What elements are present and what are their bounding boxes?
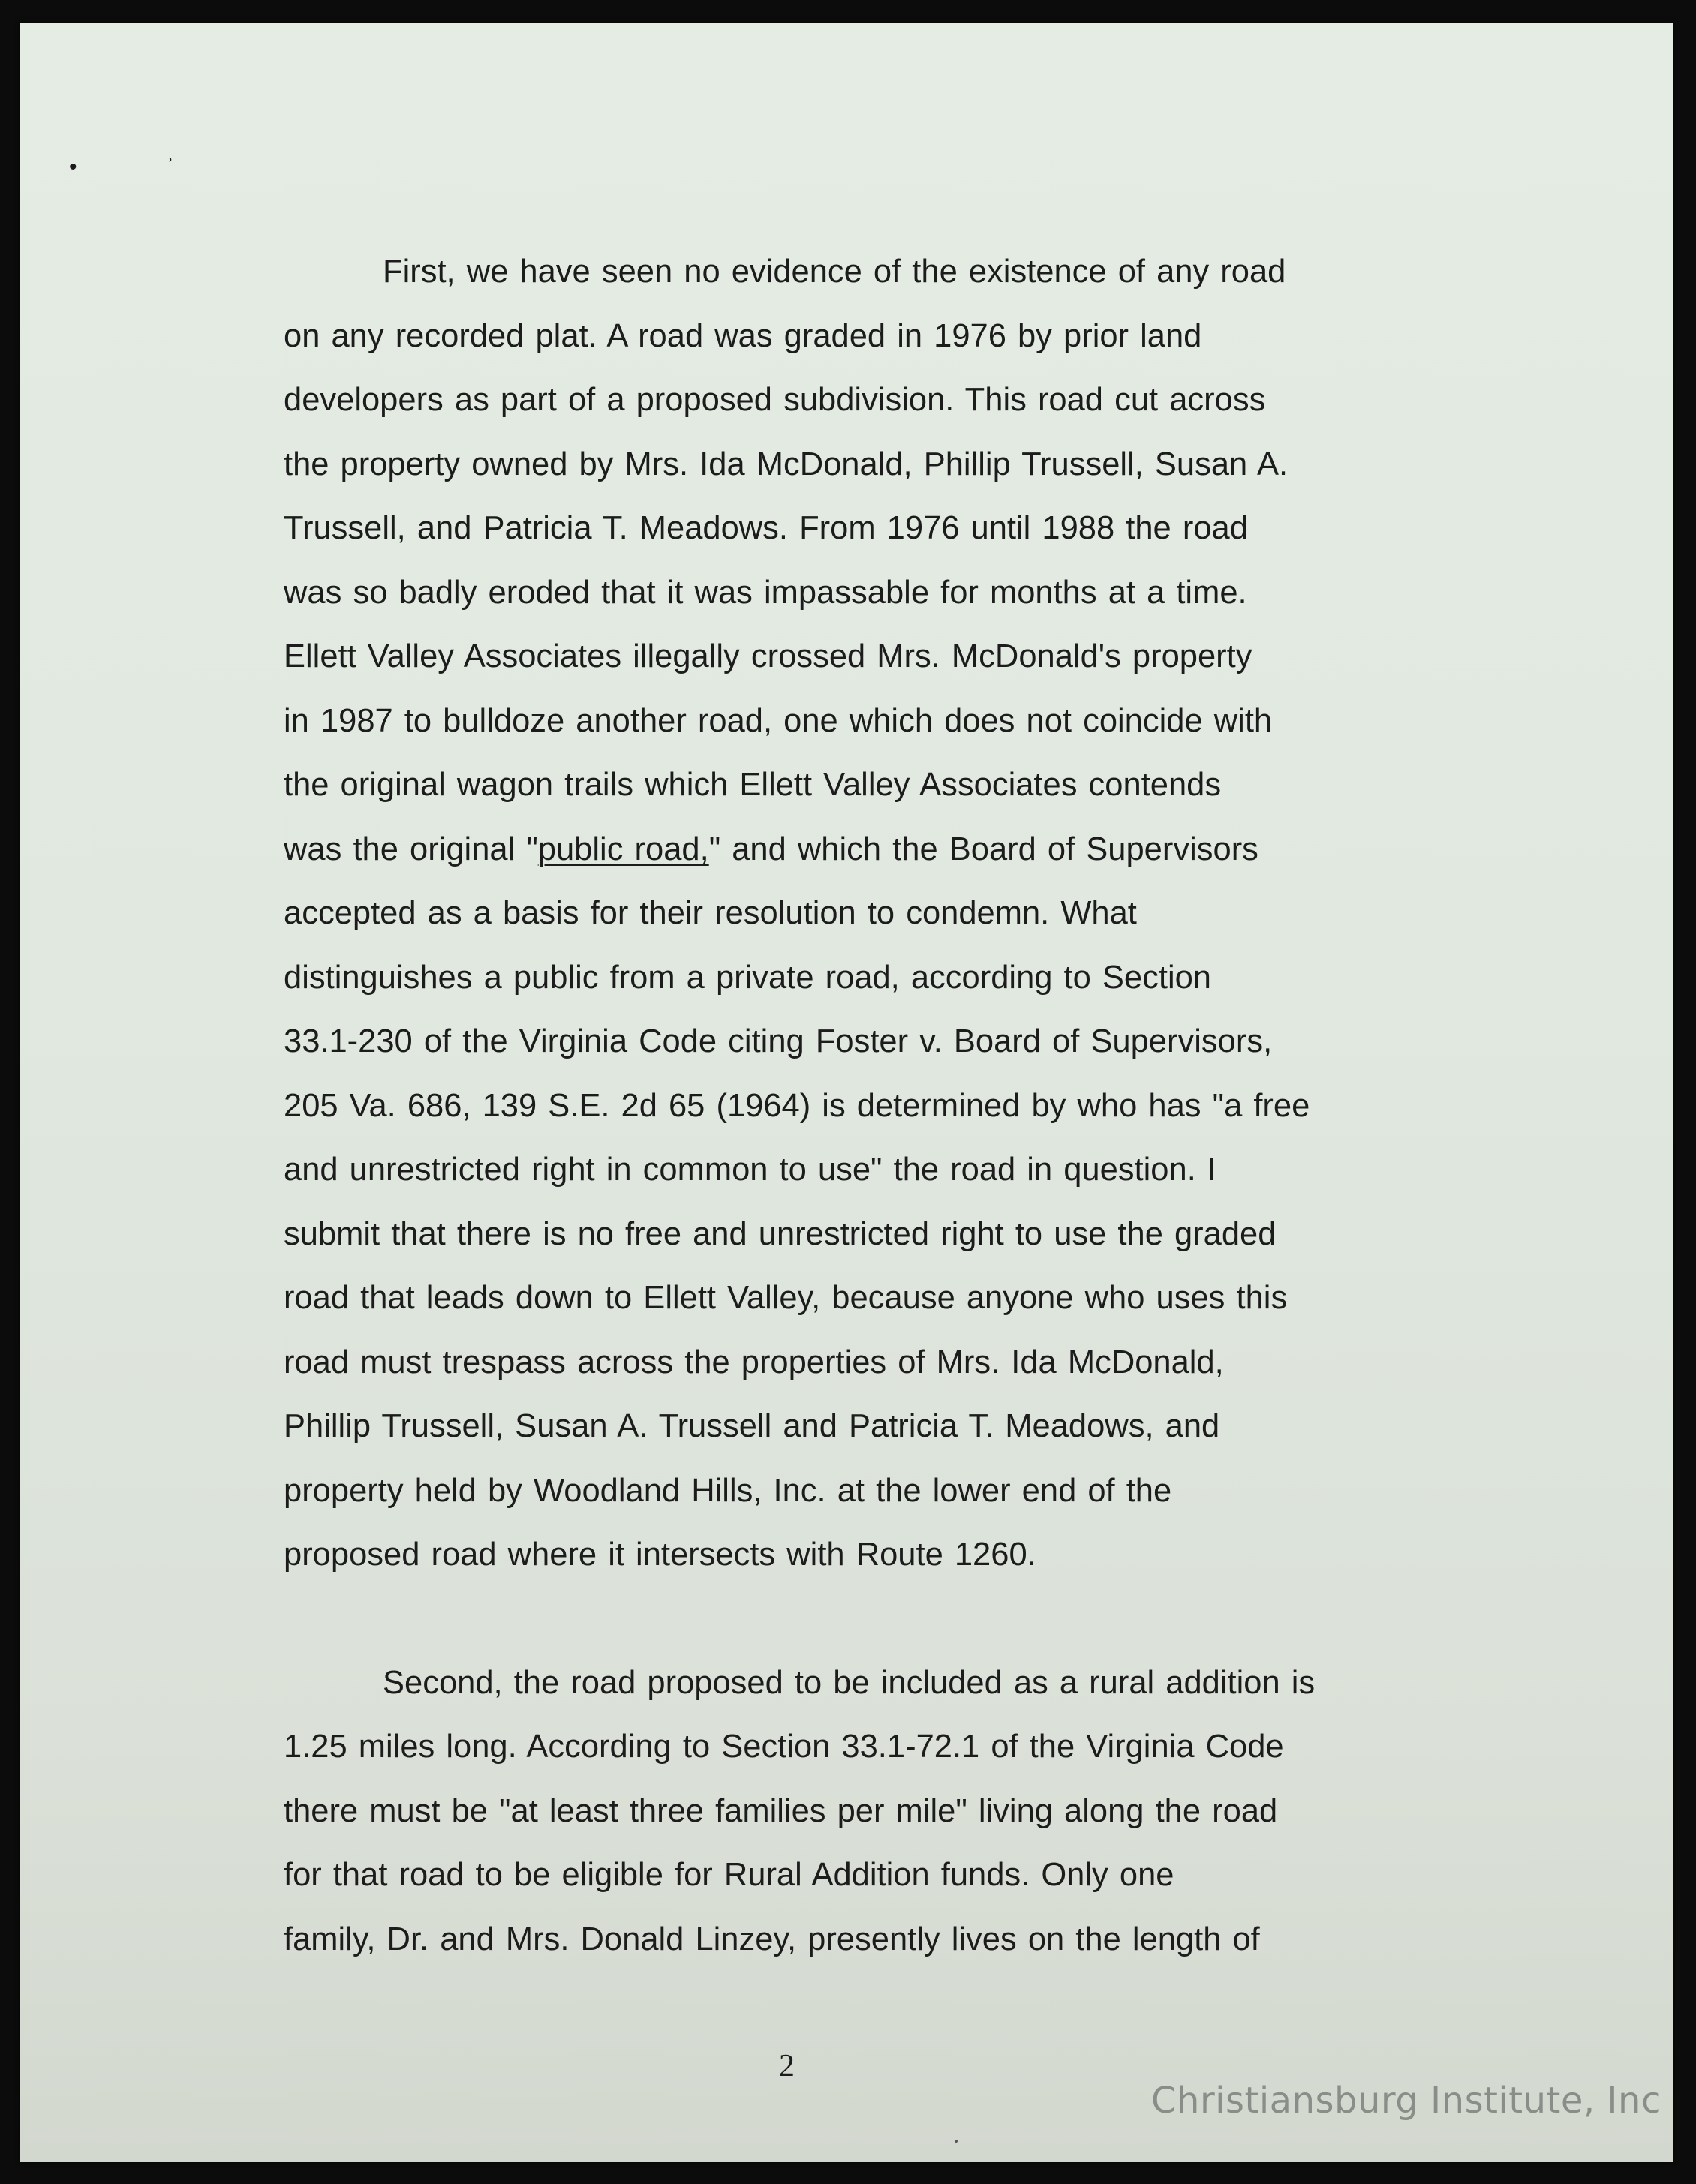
text-line: 1.25 miles long. According to Section 33.1-72.1 of the Virginia Code xyxy=(284,1729,1284,1765)
page-number: 2 xyxy=(779,2049,795,2083)
text-line: was so badly eroded that it was impassable for months at a time. xyxy=(284,574,1247,611)
text-line: developers as part of a proposed subdivision. This road cut across xyxy=(284,382,1266,418)
text-line: Phillip Trussell, Susan A. Trussell and Patricia T. Meadows, and xyxy=(284,1408,1220,1444)
text-line: family, Dr. and Mrs. Donald Linzey, presently lives on the length of xyxy=(284,1921,1260,1957)
text-line: accepted as a basis for their resolution to condemn. What xyxy=(284,895,1137,931)
text-line: on any recorded plat. A road was graded in 1976 by prior land xyxy=(284,317,1202,354)
text-line: submit that there is no free and unrestricted right to use the graded xyxy=(284,1215,1277,1252)
document-page xyxy=(20,23,1673,2162)
text-line: Second, the road proposed to be included as a rural addition is xyxy=(383,1664,1316,1701)
text-line: there must be "at least three families per mile" living along the road xyxy=(284,1792,1278,1829)
text-line: Trussell, and Patricia T. Meadows. From 1976 until 1988 the road xyxy=(284,510,1248,546)
margin-mark-left: • xyxy=(69,155,77,179)
text-line: in 1987 to bulldoze another road, one which does not coincide with xyxy=(284,702,1273,739)
text-line: and unrestricted right in common to use" the road in question. I xyxy=(284,1152,1216,1188)
underlined-phrase: public road, xyxy=(537,831,709,867)
text-line: Ellett Valley Associates illegally crossed Mrs. McDonald's property xyxy=(284,638,1252,674)
text-line: 205 Va. 686, 139 S.E. 2d 65 (1964) is determined by who has "a free xyxy=(284,1087,1310,1124)
paragraph-gap xyxy=(284,1588,1499,1651)
letter-body xyxy=(284,240,1499,1972)
text-line: proposed road where it intersects with Route 1260. xyxy=(284,1537,1036,1573)
archive-watermark: Christiansburg Institute, Inc xyxy=(1151,2080,1661,2122)
text-line: distinguishes a public from a private road, according to Section xyxy=(284,959,1211,996)
text-line: road must trespass across the properties of Mrs. Ida McDonald, xyxy=(284,1344,1224,1380)
text-line-with-underline xyxy=(284,818,1499,882)
text-fragment: " and which the Board of Supervisors xyxy=(708,831,1258,867)
text-fragment: was the original " xyxy=(284,831,538,867)
paragraph-second xyxy=(284,1651,1499,1972)
paragraph-first xyxy=(284,240,1499,1588)
margin-mark-right: ʾ xyxy=(167,155,174,179)
text-line: for that road to be eligible for Rural Addition funds. Only one xyxy=(284,1857,1174,1893)
text-line: the property owned by Mrs. Ida McDonald, Phillip Trussell, Susan A. xyxy=(284,446,1289,482)
text-line: 33.1-230 of the Virginia Code citing Foster v. Board of Supervisors, xyxy=(284,1023,1273,1059)
text-line: the original wagon trails which Ellett Valley Associates contends xyxy=(284,767,1222,803)
text-line: road that leads down to Ellett Valley, because anyone who uses this xyxy=(284,1280,1288,1316)
paper-speck xyxy=(955,2140,958,2143)
text-line: First, we have seen no evidence of the existence of any road xyxy=(383,254,1286,290)
text-line: property held by Woodland Hills, Inc. at the lower end of the xyxy=(284,1472,1172,1509)
